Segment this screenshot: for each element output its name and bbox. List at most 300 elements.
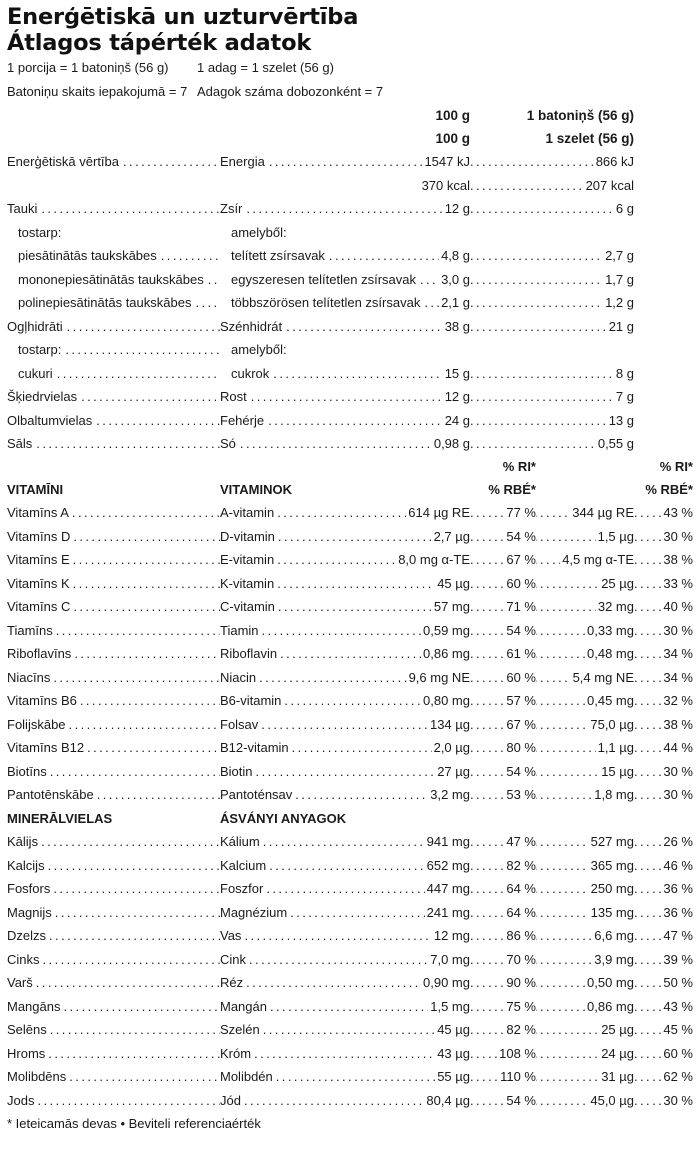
ri-per-100g: 86 % <box>504 924 536 948</box>
nutrient-name-lv <box>7 432 220 456</box>
value-per-100g: 0,80 mg <box>421 689 470 713</box>
name-lv-text: Cinks <box>7 951 40 967</box>
name-lv <box>7 619 220 643</box>
name-hu-text: Pantoténsav <box>220 787 293 802</box>
value-per-100g: 652 mg <box>425 854 470 878</box>
value-per-portion: 1,7 g <box>603 268 634 292</box>
nutrient-name-lv <box>18 338 220 362</box>
nutrient-name-lv <box>18 244 220 268</box>
count-hu: Adagok száma dobozonként = 7 <box>197 84 384 99</box>
ri-per-100g: 71 % <box>504 595 536 619</box>
value-per-portion: 1,5 µg <box>596 525 634 549</box>
nutrient-name-lv <box>7 315 220 339</box>
ri-header-lv-1: % RI* <box>502 458 536 474</box>
name-lv <box>7 501 220 525</box>
value-per-100g: 2,1 g <box>439 291 470 315</box>
name-hu-text: Szelén <box>220 1022 260 1037</box>
nutrient-name-hu-text: Szénhidrát <box>220 318 283 334</box>
ri-per-portion: 43 % <box>661 501 693 525</box>
value-per-portion: 25 µg <box>599 572 634 596</box>
title-hu: Átlagos tápérték adatok <box>7 30 312 56</box>
nutrient-name-lv <box>18 268 220 292</box>
ri-per-portion: 34 % <box>661 666 693 690</box>
nutrient-name-hu-text: Zsír <box>220 201 243 216</box>
nutrient-name-hu <box>231 291 470 315</box>
col-100g-header-lv: 100 g <box>435 108 470 123</box>
name-hu-text: B6-vitamin <box>220 693 282 708</box>
mineral-row <box>7 877 693 901</box>
nutrient-name-hu-text: egyszeresen telítetlen zsírsavak <box>231 271 416 287</box>
value-per-100g: 38 g <box>443 315 470 339</box>
nutrient-row <box>7 385 693 409</box>
ri-per-100g: 54 % <box>504 1089 536 1113</box>
nutrient-name-lv <box>18 221 220 245</box>
value-per-100g: 24 g <box>443 409 470 433</box>
value-per-100g: 0,86 mg <box>421 642 470 666</box>
value-per-portion: 866 kJ <box>594 150 634 174</box>
value-per-portion: 32 mg <box>596 595 634 619</box>
portion-line <box>7 56 693 80</box>
nutrient-name-hu-text: Rost <box>220 389 247 404</box>
name-lv-text: Varš <box>7 975 33 990</box>
minerals-header <box>7 807 693 831</box>
vitamins-header <box>7 478 693 502</box>
value-per-portion: 5,4 mg NE <box>571 666 634 690</box>
value-per-100g: 55 µg <box>435 1065 470 1089</box>
value-per-portion: 2,7 g <box>603 244 634 268</box>
value-per-portion: 527 mg <box>589 830 634 854</box>
name-lv <box>7 689 220 713</box>
name-hu <box>220 1018 470 1042</box>
value-per-100g: 241 mg <box>425 901 470 925</box>
value-per-100g: 0,90 mg <box>421 971 470 995</box>
name-lv-text: Tiamīns <box>7 622 53 638</box>
name-hu-text: Riboflavin <box>220 646 278 661</box>
name-hu-text: D-vitamin <box>220 528 275 544</box>
nutrient-name-hu-text: Só <box>220 436 236 451</box>
nutrient-name-lv-text: mononepiesātinātās taukskābes <box>18 271 204 287</box>
nutrient-row <box>7 291 693 315</box>
value-per-portion: 8 g <box>614 362 634 386</box>
name-lv-text: Niacīns <box>7 669 51 685</box>
ri-per-portion: 60 % <box>661 1042 693 1066</box>
name-lv <box>7 971 220 995</box>
ri-per-portion: 45 % <box>661 1018 693 1042</box>
name-lv-text: Dzelzs <box>7 928 47 943</box>
nutrient-name-hu <box>220 197 470 221</box>
nutrient-name-lv-text: tostarp: <box>18 342 62 357</box>
mineral-row <box>7 1018 693 1042</box>
name-lv <box>7 642 220 666</box>
nutrient-row <box>7 315 693 339</box>
name-lv <box>7 666 220 690</box>
nutrient-name-lv <box>18 291 220 315</box>
value-per-100g: 0,98 g <box>432 432 470 456</box>
name-hu <box>220 760 470 784</box>
value-per-100g: 7,0 mg <box>428 948 470 972</box>
value-per-portion: 0,55 g <box>596 432 634 456</box>
vitamin-row <box>7 548 693 572</box>
name-lv-text: Vitamīns B12 <box>7 740 85 755</box>
value-per-portion: 3,9 mg <box>592 948 634 972</box>
ri-per-100g: 54 % <box>504 619 536 643</box>
ri-per-100g: 82 % <box>504 1018 536 1042</box>
value-per-100g: 12 g <box>443 385 470 409</box>
nutrient-row <box>7 197 693 221</box>
nutrient-row <box>7 174 693 198</box>
ri-header-hu-2: % RBÉ* <box>645 481 693 497</box>
ri-per-100g: 90 % <box>504 971 536 995</box>
value-per-100g: 57 mg <box>432 595 470 619</box>
value-per-portion: 15 µg <box>599 760 634 784</box>
value-per-100g: 45 µg <box>435 572 470 596</box>
value-per-portion: 6 g <box>614 197 634 221</box>
nutrient-row <box>7 244 693 268</box>
nutrient-name-hu-text: Fehérje <box>220 412 265 428</box>
name-lv-text: Vitamīns C <box>7 599 71 614</box>
value-per-100g: 27 µg <box>435 760 470 784</box>
nutrient-name-lv-text: Ogļhidrāti <box>7 318 63 334</box>
name-hu-text: Magnézium <box>220 904 288 920</box>
value-per-portion: 13 g <box>607 409 634 433</box>
name-lv <box>7 548 220 572</box>
value-per-portion: 21 g <box>607 315 634 339</box>
nutrient-name-lv-text <box>7 178 8 193</box>
mineral-row <box>7 1042 693 1066</box>
name-lv-text: Mangāns <box>7 998 61 1014</box>
nutrition-label <box>7 4 693 1134</box>
nutrient-name-hu-text <box>220 178 221 193</box>
value-per-100g: 941 mg <box>425 830 470 854</box>
name-lv-text: Jods <box>7 1092 35 1108</box>
name-lv <box>7 901 220 925</box>
nutrient-name-hu <box>220 409 470 433</box>
name-hu-text: E-vitamin <box>220 552 275 567</box>
col-portion-header-hu: 1 szelet (56 g) <box>545 131 634 146</box>
ri-per-portion: 40 % <box>661 595 693 619</box>
ri-per-portion: 38 % <box>661 713 693 737</box>
portion-hu: 1 adag = 1 szelet (56 g) <box>197 60 334 75</box>
name-lv-text: Pantotēnskābe <box>7 787 94 802</box>
nutrient-row <box>7 150 693 174</box>
dot-leader <box>470 362 630 386</box>
name-hu-text: C-vitamin <box>220 599 275 614</box>
name-hu-text: Réz <box>220 975 244 990</box>
vitamin-row <box>7 572 693 596</box>
name-lv <box>7 760 220 784</box>
name-lv-text: Vitamīns E <box>7 552 70 567</box>
vitamin-row <box>7 736 693 760</box>
ri-per-100g: 61 % <box>504 642 536 666</box>
name-hu <box>220 1065 470 1089</box>
value-per-portion: 1,2 g <box>603 291 634 315</box>
ri-per-portion: 44 % <box>661 736 693 760</box>
ri-per-portion: 34 % <box>661 642 693 666</box>
value-per-portion: 0,86 mg <box>585 995 634 1019</box>
ri-per-portion: 32 % <box>661 689 693 713</box>
name-hu <box>220 1042 470 1066</box>
vitamins-title-hu: VITAMINOK <box>220 481 292 497</box>
vitamin-row <box>7 783 693 807</box>
vitamin-row <box>7 619 693 643</box>
mineral-row <box>7 948 693 972</box>
value-per-100g: 0,59 mg <box>421 619 470 643</box>
value-per-100g: 614 µg RE <box>406 501 470 525</box>
mineral-row <box>7 830 693 854</box>
ri-per-portion: 39 % <box>661 948 693 972</box>
ri-per-portion: 30 % <box>661 525 693 549</box>
value-per-100g: 12 mg <box>432 924 470 948</box>
name-lv <box>7 1089 220 1113</box>
nutrient-name-hu <box>231 338 470 362</box>
mineral-row <box>7 971 693 995</box>
value-per-portion: 344 µg RE <box>570 501 634 525</box>
nutrient-name-hu <box>231 244 470 268</box>
name-hu-text: Kalcium <box>220 857 267 873</box>
ri-per-100g: 77 % <box>504 501 536 525</box>
name-lv-text: Fosfors <box>7 881 51 896</box>
ri-per-portion: 62 % <box>661 1065 693 1089</box>
mineral-row <box>7 924 693 948</box>
value-per-portion: 7 g <box>614 385 634 409</box>
value-per-portion: 0,48 mg <box>585 642 634 666</box>
name-hu-text: Tiamin <box>220 622 259 638</box>
nutrient-row <box>7 338 693 362</box>
nutrient-name-hu <box>231 221 470 245</box>
nutrient-name-lv-text: polinepiesātinātās taukskābes <box>18 295 192 310</box>
name-hu-text: Kálium <box>220 834 260 849</box>
nutrient-name-lv-text: cukuri <box>18 365 53 381</box>
name-hu-text: Biotin <box>220 763 253 779</box>
col-portion-header-lv: 1 batoniņš (56 g) <box>526 108 634 123</box>
title-lv: Enerģētiskā un uzturvērtība <box>7 4 359 30</box>
ri-per-portion: 50 % <box>661 971 693 995</box>
nutrient-name-lv <box>7 174 220 198</box>
name-lv-text: Vitamīns B6 <box>7 693 77 708</box>
name-lv-text: Vitamīns D <box>7 528 71 544</box>
nutrient-name-lv <box>7 150 220 174</box>
nutrient-name-lv-text: piesātinātās taukskābes <box>18 248 157 263</box>
name-lv <box>7 1042 220 1066</box>
nutrient-name-hu <box>220 385 470 409</box>
portion-lv: 1 porcija = 1 batoniņš (56 g) <box>7 60 169 75</box>
nutrient-name-hu-text: Energia <box>220 154 265 169</box>
name-hu-text: K-vitamin <box>220 575 275 591</box>
ri-per-100g: 54 % <box>504 525 536 549</box>
vitamin-row <box>7 501 693 525</box>
vitamin-row <box>7 595 693 619</box>
ri-per-100g: 60 % <box>504 572 536 596</box>
value-per-portion: 207 kcal <box>584 174 634 198</box>
vitamin-row <box>7 642 693 666</box>
ri-header-hu-1: % RBÉ* <box>488 481 536 497</box>
name-hu-text: Jód <box>220 1092 241 1108</box>
name-lv-text: Selēns <box>7 1022 47 1037</box>
name-hu-text: A-vitamin <box>220 505 275 520</box>
nutrient-name-lv-text: Enerģētiskā vērtība <box>7 154 120 169</box>
value-per-100g: 2,7 µg <box>432 525 470 549</box>
name-lv <box>7 1065 220 1089</box>
nutrient-name-hu-text: többszörösen telítetlen zsírsavak <box>231 295 421 310</box>
nutrient-name-hu <box>231 268 470 292</box>
value-per-portion: 4,5 mg α-TE <box>560 548 634 572</box>
ri-per-100g: 64 % <box>504 901 536 925</box>
name-lv <box>7 924 220 948</box>
ri-per-100g: 82 % <box>504 854 536 878</box>
ri-per-100g: 53 % <box>504 783 536 807</box>
value-per-100g: 9,6 mg NE <box>407 666 470 690</box>
nutrient-row <box>7 362 693 386</box>
ri-per-100g: 67 % <box>504 713 536 737</box>
mineral-row <box>7 1089 693 1113</box>
mineral-row <box>7 854 693 878</box>
nutrient-row <box>7 432 693 456</box>
ri-per-100g: 47 % <box>504 830 536 854</box>
count-lv: Batoniņu skaits iepakojumā = 7 <box>7 84 188 99</box>
nutrient-name-lv-text: Tauki <box>7 201 38 216</box>
ri-per-portion: 26 % <box>661 830 693 854</box>
nutrient-name-lv-text: tostarp: <box>18 224 62 240</box>
nutrient-name-hu-text: amelyből: <box>231 342 287 357</box>
value-per-portion: 6,6 mg <box>592 924 634 948</box>
name-hu-text: Molibdén <box>220 1069 273 1084</box>
vitamin-row <box>7 689 693 713</box>
ri-per-portion: 43 % <box>661 995 693 1019</box>
value-per-100g: 370 kcal <box>420 174 470 198</box>
nutrient-row <box>7 221 693 245</box>
mineral-row <box>7 901 693 925</box>
value-per-portion: 45,0 µg <box>588 1089 634 1113</box>
name-lv <box>7 572 220 596</box>
ri-header-top <box>7 456 693 478</box>
value-per-portion: 365 mg <box>589 854 634 878</box>
vitamins-table <box>7 501 693 807</box>
value-per-portion: 1,1 µg <box>596 736 634 760</box>
ri-per-portion: 30 % <box>661 760 693 784</box>
value-per-portion: 0,33 mg <box>585 619 634 643</box>
value-per-100g: 8,0 mg α-TE <box>396 548 470 572</box>
value-per-portion: 75,0 µg <box>588 713 634 737</box>
vitamin-row <box>7 713 693 737</box>
count-line <box>7 80 693 104</box>
ri-per-portion: 36 % <box>661 901 693 925</box>
vitamin-row <box>7 666 693 690</box>
nutrient-name-lv-text: Šķiedrvielas <box>7 389 78 404</box>
vitamin-row <box>7 525 693 549</box>
name-lv <box>7 854 220 878</box>
minerals-title-hu: ÁSVÁNYI ANYAGOK <box>220 810 347 826</box>
nutrient-name-lv <box>18 362 220 386</box>
footnote: * Ieteicamās devas • Beviteli referenciaérték <box>7 1116 261 1131</box>
ri-per-portion: 46 % <box>661 854 693 878</box>
nutrient-name-hu-text: cukrok <box>231 365 270 381</box>
nutrient-name-lv-text: Sāls <box>7 436 33 451</box>
nutrient-name-hu <box>220 315 470 339</box>
value-per-100g: 2,0 µg <box>432 736 470 760</box>
name-lv <box>7 948 220 972</box>
ri-per-100g: 110 % <box>498 1065 536 1089</box>
ri-per-portion: 30 % <box>661 1089 693 1113</box>
name-hu-text: Cink <box>220 951 247 967</box>
name-lv-text: Hroms <box>7 1045 46 1061</box>
name-lv-text: Magnijs <box>7 904 52 920</box>
minerals-table <box>7 830 693 1112</box>
value-per-100g: 447 mg <box>425 877 470 901</box>
ri-per-portion: 33 % <box>661 572 693 596</box>
value-per-portion: 24 µg <box>599 1042 634 1066</box>
value-per-100g: 15 g <box>443 362 470 386</box>
value-per-100g: 43 µg <box>435 1042 470 1066</box>
nutrient-name-hu <box>231 362 470 386</box>
value-per-100g: 12 g <box>443 197 470 221</box>
value-per-100g: 4,8 g <box>439 244 470 268</box>
value-per-100g: 134 µg <box>428 713 470 737</box>
value-per-100g: 1,5 mg <box>428 995 470 1019</box>
name-lv-text: Vitamīns K <box>7 575 70 591</box>
nutrient-name-hu-text: telített zsírsavak <box>231 248 325 263</box>
dot-leader <box>470 197 630 221</box>
nutrient-name-lv <box>7 197 220 221</box>
nutrients-table <box>7 150 693 456</box>
name-lv <box>7 830 220 854</box>
name-hu-text: Mangán <box>220 998 267 1014</box>
name-lv <box>7 995 220 1019</box>
value-per-100g: 3,0 g <box>439 268 470 292</box>
ri-per-100g: 80 % <box>504 736 536 760</box>
name-lv <box>7 877 220 901</box>
dot-leader <box>470 385 630 409</box>
ri-per-100g: 57 % <box>504 689 536 713</box>
name-lv-text: Riboflavīns <box>7 646 72 661</box>
name-lv <box>7 595 220 619</box>
value-per-portion: 31 µg <box>599 1065 634 1089</box>
name-lv-text: Folijskābe <box>7 716 66 732</box>
value-per-portion: 250 mg <box>589 877 634 901</box>
nutrient-name-lv <box>7 385 220 409</box>
name-hu <box>220 572 470 596</box>
value-per-100g: 1547 kJ <box>422 150 470 174</box>
name-hu-text: Folsav <box>220 716 259 732</box>
value-per-100g: 3,2 mg <box>428 783 470 807</box>
ri-per-100g: 67 % <box>504 548 536 572</box>
ri-per-100g: 108 % <box>497 1042 536 1066</box>
mineral-row <box>7 1065 693 1089</box>
name-lv-text: Kālijs <box>7 834 39 849</box>
ri-per-portion: 47 % <box>661 924 693 948</box>
column-header-hu <box>7 127 693 150</box>
ri-per-portion: 38 % <box>661 548 693 572</box>
name-lv-text: Biotīns <box>7 763 47 779</box>
ri-per-100g: 64 % <box>504 877 536 901</box>
name-lv <box>7 736 220 760</box>
value-per-portion: 135 mg <box>589 901 634 925</box>
ri-per-portion: 36 % <box>661 877 693 901</box>
ri-per-100g: 60 % <box>504 666 536 690</box>
name-hu-text: Niacin <box>220 669 257 685</box>
nutrient-row <box>7 409 693 433</box>
name-lv-text: Molibdēns <box>7 1069 67 1084</box>
nutrient-name-hu-text: amelyből: <box>231 224 287 240</box>
nutrient-name-lv <box>7 409 220 433</box>
vitamin-row <box>7 760 693 784</box>
value-per-100g: 80,4 µg <box>424 1089 470 1113</box>
name-lv-text: Vitamīns A <box>7 505 69 520</box>
value-per-portion: 25 µg <box>599 1018 634 1042</box>
name-hu-text: B12-vitamin <box>220 740 289 755</box>
value-per-portion: 0,45 mg <box>585 689 634 713</box>
ri-per-portion: 30 % <box>661 783 693 807</box>
name-hu-text: Vas <box>220 928 242 943</box>
